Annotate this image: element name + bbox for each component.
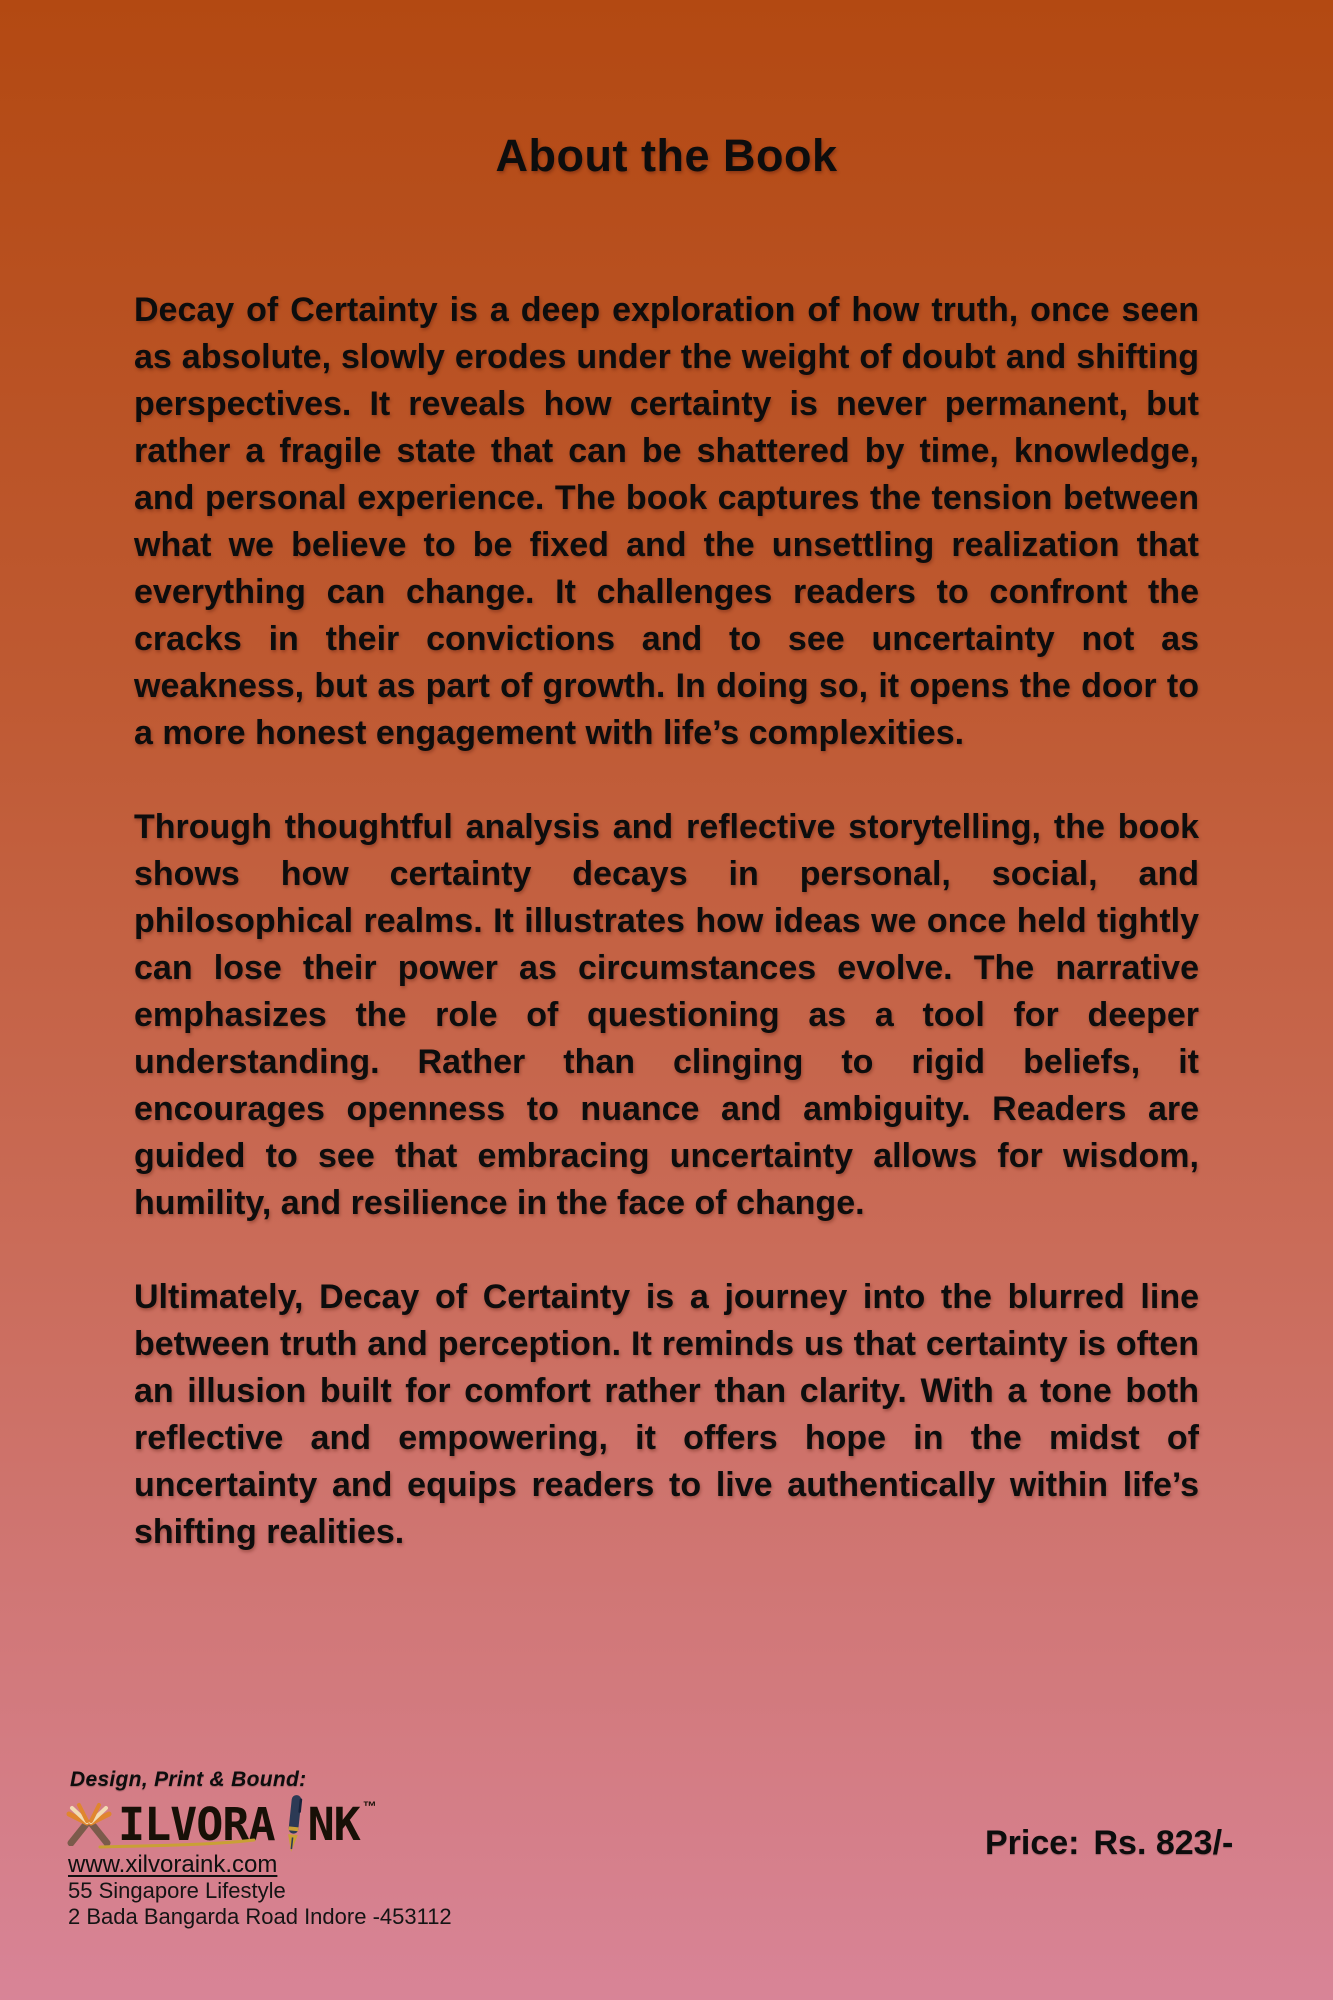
logo-gold-underline xyxy=(98,1838,256,1850)
logo-text-ilvora: ILVORA xyxy=(118,1798,275,1851)
price-caption: Price: xyxy=(985,1824,1080,1862)
trademark-symbol: ™ xyxy=(362,1798,377,1814)
price-value: Rs. 823/- xyxy=(1093,1824,1234,1862)
publisher-address-line-1: 55 Singapore Lifestyle xyxy=(68,1878,286,1903)
design-print-bound-label: Design, Print & Bound: xyxy=(70,1768,307,1791)
logo-text-nk: NK xyxy=(307,1798,360,1851)
fountain-pen-icon xyxy=(277,1793,309,1855)
price-label xyxy=(985,1824,1233,1863)
about-paragraph-1: Decay of Certainty is a deep exploration of how truth, once seen as absolute, slowly erodes under the weight of doubt and shifting perspectives. It reveals how certainty is never permanent, but rather a fragile state that can be shattered by time, knowledge, and personal experience. The book captures the tension between what we believe to be fixed and the unsettling realization that everything can change. It challenges readers to confront the cracks in their convictions and to see uncertainty not as weakness, but as part of growth. In doing so, it opens the door to a more honest engagement with life’s complexities. xyxy=(134,291,1199,752)
about-text-block xyxy=(134,287,1199,1603)
publisher-address-line-2: 2 Bada Bangarda Road Indore -453112 xyxy=(68,1904,452,1929)
publisher-website-link[interactable]: www.xilvoraink.com xyxy=(68,1851,278,1878)
about-paragraph-2: Through thoughtful analysis and reflective storytelling, the book shows how certainty decays in personal, social, and philosophical realms. It illustrates how ideas we once held tightly can lose their power as circumstances evolve. The narrative emphasizes the role of questioning as a tool for deeper understanding. Rather than clinging to rigid beliefs, it encourages openness to nuance and ambiguity. Readers are guided to see that embracing uncertainty allows for wisdom, humility, and resilience in the face of change. xyxy=(134,808,1199,1222)
page-title: About the Book xyxy=(495,130,838,181)
about-paragraph-3: Ultimately, Decay of Certainty is a journey into the blurred line between truth and perception. It reminds us that certainty is often an illusion built for comfort rather than clarity. With a tone both reflective and empowering, it offers hope in the midst of uncertainty and equips readers to live authentically within life’s shifting realities. xyxy=(134,1278,1199,1551)
